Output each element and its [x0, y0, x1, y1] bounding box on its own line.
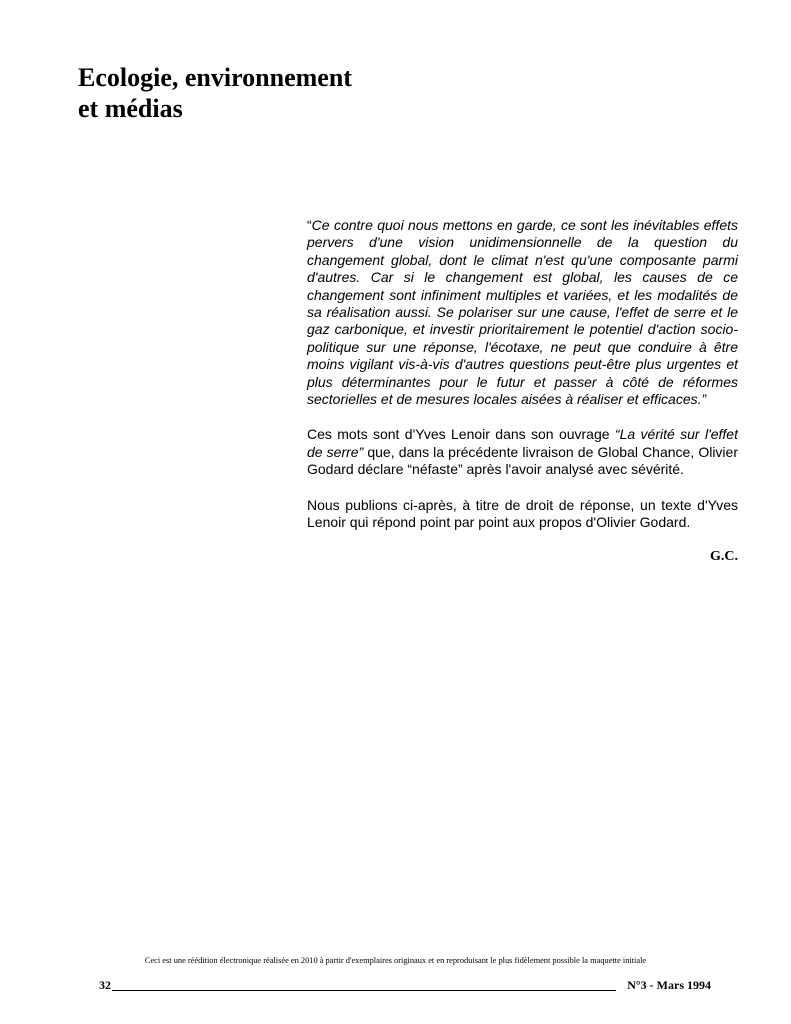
reply-paragraph: Nous publions ci-après, à titre de droit de réponse, un texte d'Yves Lenoir qui répond point par point aux propos d'Olivier Godard.: [307, 496, 738, 531]
intro-paragraph: [307, 426, 738, 478]
page-title-line-1: Ecologie, environnement: [78, 63, 352, 92]
intro-paragraph-end: que, dans la précédente livraison de Global Chance, Olivier Godard déclare “néfaste” après l'avoir analysé avec sévérité.: [307, 443, 738, 478]
page-footer: [99, 978, 711, 994]
page-number: 32: [99, 978, 111, 992]
page-title-line-2: et médias: [78, 94, 183, 123]
book-title: “La vérité sur l'effet de serre”: [307, 426, 738, 460]
signature: G.C.: [710, 548, 738, 564]
intro-paragraph-start: Ces mots sont d'Yves Lenoir dans son ouvrage: [307, 426, 615, 443]
issue-label: N°3 - Mars 1994: [627, 978, 711, 992]
epigraph-quote: [307, 217, 738, 408]
page-title: [78, 62, 478, 124]
intro-column: [307, 217, 738, 565]
footer-rule: [112, 990, 616, 991]
quote-text: Ce contre quoi nous mettons en garde, ce sont les inévitables effets pervers d'une vision unidimensionnelle de la question du changement global, dont le climat n'est qu'une composante parmi d'autres. Car si le changement est global, les causes de ce changement sont infiniment multiples et variées, et les modalités de sa réalisation aussi. Se polariser sur une cause, l'effet de serre et le gaz carbonique, et investir prioritairement le potentiel d'action socio-politique sur une réponse, l'écotaxe, ne peut que conduire à être moins vigilant vis-à-vis d'autres questions peut-être plus urgentes et plus déterminantes pour le futur et passer à côté de réformes sectorielles et de mesures locales aisées à réaliser et efficaces.”: [307, 217, 738, 408]
reedition-note: Ceci est une réédition électronique réalisée en 2010 à partir d'exemplaires originaux et en reproduisant le plus fidèlement possible la maquette initiale: [144, 956, 647, 965]
quote-open-mark: “: [307, 217, 312, 233]
